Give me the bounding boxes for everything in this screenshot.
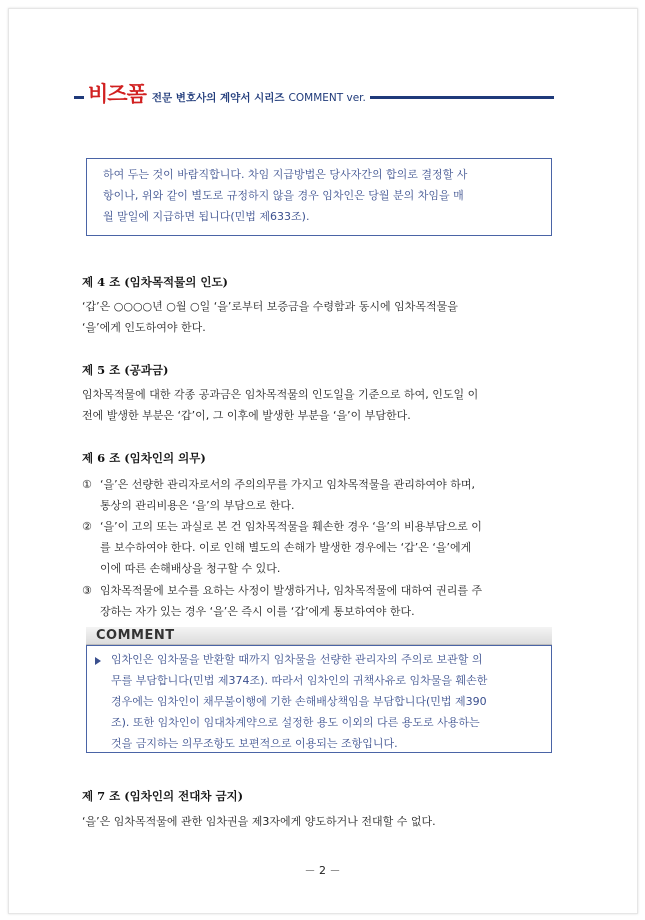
comment-line: 것을 금지하는 의무조항도 보편적으로 이용되는 조항입니다. — [111, 737, 398, 750]
document-header — [74, 78, 554, 108]
article-7-body — [82, 811, 554, 832]
intro-line: 항이나, 위와 같이 별도로 규정하지 않을 경우 임차인은 당월 분의 차임을 매 — [103, 189, 464, 202]
article-6-item-3 — [82, 580, 554, 622]
article-5-line: 임차목적물에 대한 각종 공과금은 임차목적물의 인도일을 기준으로 하여, 인도일 이 — [82, 388, 479, 401]
comment-line: 무를 부담합니다(민법 제374조). 따라서 임차인의 귀책사유로 임차물을 훼손한 — [111, 674, 488, 687]
item-line: 이에 따른 손해배상을 청구할 수 있다. — [100, 562, 281, 575]
page-number: － 2 － — [304, 864, 341, 877]
item-number: ② — [82, 520, 92, 533]
item-line: 장하는 자가 있는 경우 ‘을’은 즉시 이를 ‘갑’에게 통보하여야 한다. — [100, 605, 415, 618]
item-line: 임차목적물에 보수를 요하는 사정이 발생하거나, 임차목적물에 대하여 권리를 주 — [100, 584, 483, 597]
article-6-item-1 — [82, 474, 554, 516]
article-5-title: 제 5 조 (공과금) — [82, 363, 169, 377]
article-4-title: 제 4 조 (임차목적물의 인도) — [82, 275, 228, 289]
brand-subtitle: 전문 변호사의 계약서 시리즈 — [151, 92, 285, 104]
brand-logo: 비즈폼 — [88, 82, 146, 106]
item-line: ‘을’이 고의 또는 과실로 본 건 임차목적물을 훼손한 경우 ‘을’의 비용부담으로 이 — [100, 520, 482, 533]
item-line: 통상의 관리비용은 ‘을’의 부담으로 한다. — [100, 499, 295, 512]
article-5-line: 전에 발생한 부분은 ‘갑’이, 그 이후에 발생한 부분을 ‘을’이 부담한다. — [82, 409, 411, 422]
intro-note-box — [86, 158, 552, 236]
item-line: ‘을’은 선량한 관리자로서의 주의의무를 가지고 임차목적물을 관리하여야 하며, — [100, 478, 475, 491]
comment-label-bar — [86, 627, 552, 645]
comment-label: COMMENT — [96, 628, 175, 643]
article-6-title: 제 6 조 (임차인의 의무) — [82, 451, 206, 465]
comment-line: 조). 또한 임차인이 임대차계약으로 설정한 용도 이외의 다른 용도로 사용하는 — [111, 716, 480, 729]
comment-line: 경우에는 임차인이 채무불이행에 기한 손해배상책임을 부담합니다(민법 제390 — [111, 695, 487, 708]
comment-box — [86, 645, 552, 753]
article-4-line: ‘을’에게 인도하여야 한다. — [82, 321, 206, 334]
article-6-item-2 — [82, 516, 554, 579]
article-4-line: ‘갑’은 ○○○○년 ○월 ○일 ‘을’로부터 보증금을 수령함과 동시에 임차목적물을 — [82, 300, 458, 313]
intro-line: 하여 두는 것이 바람직합니다. 차임 지급방법은 당사자간의 합의로 결정할 사 — [103, 168, 468, 181]
article-5-body — [82, 384, 554, 426]
article-7-title: 제 7 조 (임차인의 전대차 금지) — [82, 789, 244, 803]
article-4-body — [82, 296, 554, 338]
article-7-line: ‘을’은 임차목적물에 관한 임차권을 제3자에게 양도하거나 전대할 수 없다. — [82, 815, 436, 828]
brand — [84, 78, 370, 108]
triangle-bullet-icon — [95, 657, 101, 665]
brand-version: COMMENT ver. — [288, 92, 366, 104]
item-line: 를 보수하여야 한다. 이로 인해 별도의 손해가 발생한 경우에는 ‘갑’은 ‘을’에게 — [100, 541, 472, 554]
intro-line: 월 말일에 지급하면 됩니다(민법 제633조). — [103, 210, 310, 223]
item-number: ③ — [82, 584, 92, 597]
comment-line: 임차인은 임차물을 반환할 때까지 임차물을 선량한 관리자의 주의로 보관할 의 — [111, 653, 483, 666]
item-number: ① — [82, 478, 92, 491]
